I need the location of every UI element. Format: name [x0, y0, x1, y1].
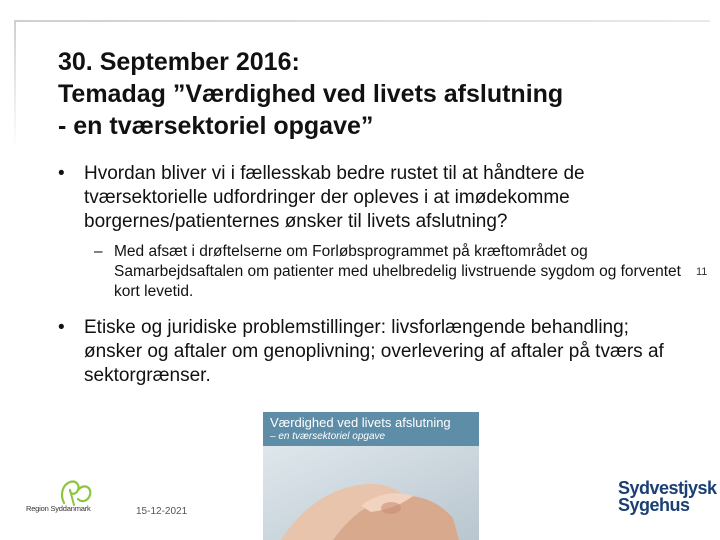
- sub-bullet-marker: –: [94, 243, 103, 260]
- region-syddanmark-logo: [26, 477, 98, 517]
- bullet-marker: •: [58, 317, 65, 338]
- holding-hands-photo: [263, 446, 479, 540]
- bullet-2: [58, 316, 688, 388]
- brochure-thumbnail: [263, 412, 479, 540]
- title-line-1: 30. September 2016:: [58, 48, 300, 76]
- page-number: 11: [696, 266, 708, 278]
- slide-date: 15-12-2021: [136, 506, 188, 517]
- sub-bullet-1-text: Med afsæt i drøftelserne om Forløbsprogrammet på kræftområdet og Samarbejdsaftalen om patienter med uhelbredelig livstruende sygdom og forventet kort levetid.: [114, 243, 681, 300]
- title-line-3: - en tværsektoriel opgave”: [58, 112, 374, 140]
- bullet-2-text: Etiske og juridiske problemstillinger: livsforlængende behandling; ønsker og aftaler om genoplivning; overlevering af aftaler på tværs af sektorgrænser.: [84, 317, 664, 386]
- bullet-marker: •: [58, 163, 65, 184]
- hospital-logo-line-1: Sydvestjysk: [618, 478, 717, 498]
- thumbnail-header: [263, 412, 479, 446]
- slide-content: [58, 162, 688, 388]
- thumbnail-subtitle: – en tværsektoriel opgave: [270, 431, 386, 442]
- hospital-logo-line-2: Sygehus: [618, 495, 690, 515]
- bullet-1-text: Hvordan bliver vi i fællesskab bedre rustet til at håndtere de tværsektorielle udfordringer der opleves i at imødekomme borgernes/patienternes ønsker til livets afslutning?: [84, 163, 585, 232]
- region-logo-icon: [56, 477, 96, 507]
- thumbnail-title: Værdighed ved livets afslutning: [270, 415, 451, 430]
- slide-title: [58, 46, 658, 142]
- title-line-2: Temadag ”Værdighed ved livets afslutning: [58, 80, 564, 108]
- sydvestjysk-sygehus-logo: [618, 480, 717, 514]
- region-logo-text: Region Syddanmark: [26, 504, 91, 513]
- bullet-1: [58, 162, 688, 234]
- sub-bullet-1: [94, 242, 688, 302]
- left-divider: [14, 20, 16, 150]
- top-divider: [14, 20, 710, 22]
